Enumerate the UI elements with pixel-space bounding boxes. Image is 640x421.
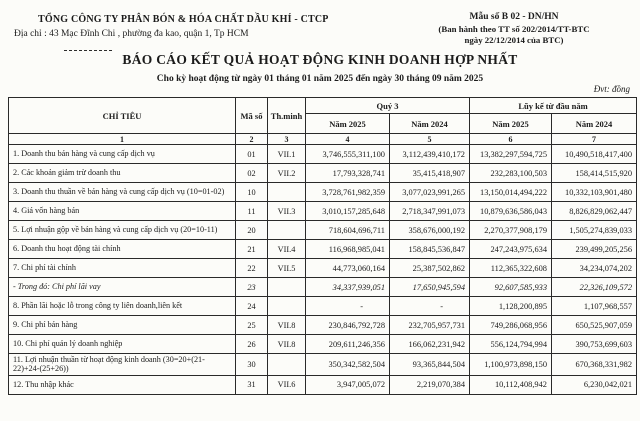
table-row [9, 145, 637, 164]
q3-2024-cell: 232,705,957,731 [390, 316, 470, 335]
company-address: Địa chỉ : 43 Mạc Đĩnh Chi , phường đa kao, quận 1, Tp HCM [14, 29, 249, 39]
column-number: 4 [306, 134, 390, 145]
note-cell: VII.6 [268, 375, 306, 394]
criteria-cell: 2. Các khoản giảm trừ doanh thu [9, 164, 236, 183]
criteria-cell: 5. Lợi nhuận gộp về bán hàng và cung cấp dịch vụ (20=10-11) [9, 221, 236, 240]
q3-2024-cell: 93,365,844,504 [390, 354, 470, 376]
code-cell: 22 [236, 259, 268, 278]
note-cell [268, 297, 306, 316]
form-info-block [396, 12, 632, 46]
note-cell [268, 278, 306, 297]
ytd-2024-cell: 34,234,074,202 [552, 259, 637, 278]
code-cell: 20 [236, 221, 268, 240]
ytd-2024-cell: 650,525,907,059 [552, 316, 637, 335]
report-title: BÁO CÁO KẾT QUẢ HOẠT ĐỘNG KINH DOANH HỢP NHẤT [122, 52, 518, 67]
criteria-cell: 6. Doanh thu hoạt động tài chính [9, 240, 236, 259]
header-divider [64, 50, 112, 51]
code-cell: 10 [236, 183, 268, 202]
code-cell: 25 [236, 316, 268, 335]
criteria-cell: 9. Chi phí bán hàng [9, 316, 236, 335]
ytd-2024-cell: 1,505,274,839,033 [552, 221, 637, 240]
income-statement-table [8, 97, 637, 395]
currency-unit: Đvt: đồng [593, 84, 630, 94]
q3-2025-cell: 3,728,761,982,359 [306, 183, 390, 202]
ytd-2025-cell: 556,124,794,994 [470, 335, 552, 354]
criteria-cell: 12. Thu nhập khác [9, 375, 236, 394]
table-row [9, 259, 637, 278]
q3-2025-cell: 350,342,582,504 [306, 354, 390, 376]
ytd-2025-cell: 112,365,322,608 [470, 259, 552, 278]
ytd-2024-cell: 239,499,205,256 [552, 240, 637, 259]
table-row [9, 240, 637, 259]
note-cell: VII.8 [268, 335, 306, 354]
ytd-2024-cell: 10,332,103,901,480 [552, 183, 637, 202]
table-row [9, 202, 637, 221]
code-cell: 11 [236, 202, 268, 221]
q3-2024-cell: 166,062,231,942 [390, 335, 470, 354]
code-cell: 02 [236, 164, 268, 183]
column-number: 7 [552, 134, 637, 145]
column-number: 1 [9, 134, 236, 145]
criteria-cell: 7. Chi phí tài chính [9, 259, 236, 278]
q3-2024-cell: 3,112,439,410,172 [390, 145, 470, 164]
ytd-2024-cell: 10,490,518,417,400 [552, 145, 637, 164]
q3-2025-cell: 718,604,696,711 [306, 221, 390, 240]
ytd-2025-cell: 247,243,975,634 [470, 240, 552, 259]
column-number: 3 [268, 134, 306, 145]
ytd-2025-cell: 92,607,585,933 [470, 278, 552, 297]
q3-2025-cell: 116,968,985,041 [306, 240, 390, 259]
ytd-2025-cell: 749,286,068,956 [470, 316, 552, 335]
table-row [9, 316, 637, 335]
ytd-2024-cell: 8,826,829,062,447 [552, 202, 637, 221]
q3-2025-cell: 230,846,792,728 [306, 316, 390, 335]
ytd-2024-cell: 158,414,515,920 [552, 164, 637, 183]
form-number: Mẫu số B 02 - DN/HN [469, 12, 559, 22]
company-name: TỔNG CÔNG TY PHÂN BÓN & HÓA CHẤT DẦU KHÍ - CTCP [38, 14, 329, 25]
code-cell: 21 [236, 240, 268, 259]
code-cell: 26 [236, 335, 268, 354]
table-row [9, 335, 637, 354]
code-cell: 30 [236, 354, 268, 376]
q3-2025-cell: 17,793,328,741 [306, 164, 390, 183]
header-group-row [9, 98, 637, 114]
q3-2025-cell: 209,611,246,356 [306, 335, 390, 354]
q3-2025-header: Năm 2025 [306, 114, 390, 134]
q3-2025-cell: - [306, 297, 390, 316]
note-cell: VII.3 [268, 202, 306, 221]
note-cell: VII.5 [268, 259, 306, 278]
table-row [9, 278, 637, 297]
ytd-2024-header: Năm 2024 [552, 114, 637, 134]
note-cell: VII.4 [268, 240, 306, 259]
q3-2025-cell: 3,746,555,311,100 [306, 145, 390, 164]
table-row [9, 297, 637, 316]
code-header: Mã số [236, 98, 268, 134]
criteria-cell: 1. Doanh thu bán hàng và cung cấp dịch vụ [9, 145, 236, 164]
criteria-cell: 8. Phần lãi hoặc lỗ trong công ty liên doanh,liên kết [9, 297, 236, 316]
column-number-row [9, 134, 637, 145]
ytd-2025-cell: 10,879,636,586,043 [470, 202, 552, 221]
table-row [9, 183, 637, 202]
table-row [9, 221, 637, 240]
criteria-cell: 3. Doanh thu thuần về bán hàng và cung cấp dịch vụ (10=01-02) [9, 183, 236, 202]
note-header: Th.minh [268, 98, 306, 134]
criteria-cell: 11. Lợi nhuận thuần từ hoạt động kinh doanh (30=20+(21-22)+24-(25+26)) [9, 354, 236, 376]
criteria-cell: - Trong đó: Chi phí lãi vay [9, 278, 236, 297]
ytd-2025-cell: 10,112,408,942 [470, 375, 552, 394]
form-issuance-line2: ngày 22/12/2014 của BTC) [464, 34, 564, 45]
table-row [9, 164, 637, 183]
ytd-2024-cell: 6,230,042,021 [552, 375, 637, 394]
q3-2024-cell: 158,845,536,847 [390, 240, 470, 259]
table-row [9, 375, 637, 394]
note-cell: VII.2 [268, 164, 306, 183]
ytd-2024-cell: 670,368,331,982 [552, 354, 637, 376]
report-period: Cho kỳ hoạt động từ ngày 01 tháng 01 năm 2025 đến ngày 30 tháng 09 năm 2025 [156, 74, 484, 84]
ytd-2025-cell: 2,270,377,908,179 [470, 221, 552, 240]
ytd-2025-cell: 232,283,100,503 [470, 164, 552, 183]
q3-2024-cell: 3,077,023,991,265 [390, 183, 470, 202]
q3-2024-cell: 358,676,000,192 [390, 221, 470, 240]
column-number: 2 [236, 134, 268, 145]
code-cell: 24 [236, 297, 268, 316]
ytd-2025-cell: 1,128,200,895 [470, 297, 552, 316]
code-cell: 31 [236, 375, 268, 394]
note-cell [268, 354, 306, 376]
ytd-2024-cell: 390,753,699,603 [552, 335, 637, 354]
ytd-2025-cell: 1,100,973,898,150 [470, 354, 552, 376]
column-number: 6 [470, 134, 552, 145]
q3-2024-cell: 2,718,347,991,073 [390, 202, 470, 221]
q3-2025-cell: 3,010,157,285,648 [306, 202, 390, 221]
q3-2024-cell: 2,219,070,384 [390, 375, 470, 394]
ytd-2024-cell: 1,107,968,557 [552, 297, 637, 316]
q3-2025-cell: 34,337,939,051 [306, 278, 390, 297]
ytd-group-header: Lũy kế từ đầu năm [470, 98, 637, 114]
q3-2024-cell: 17,650,945,594 [390, 278, 470, 297]
q3-2025-cell: 44,773,060,164 [306, 259, 390, 278]
note-cell [268, 183, 306, 202]
form-issuance-line1: (Ban hành theo TT số 202/2014/TT-BTC [438, 23, 590, 34]
q3-2025-cell: 3,947,005,072 [306, 375, 390, 394]
note-cell [268, 221, 306, 240]
criteria-cell: 10. Chi phí quản lý doanh nghiệp [9, 335, 236, 354]
ytd-2024-cell: 22,326,109,572 [552, 278, 637, 297]
table-row [9, 354, 637, 376]
criteria-header: CHỈ TIÊU [9, 98, 236, 134]
q3-2024-cell: - [390, 297, 470, 316]
column-number: 5 [390, 134, 470, 145]
q3-2024-cell: 35,415,418,907 [390, 164, 470, 183]
ytd-2025-header: Năm 2025 [470, 114, 552, 134]
ytd-2025-cell: 13,382,297,594,725 [470, 145, 552, 164]
q3-group-header: Quý 3 [306, 98, 470, 114]
note-cell: VII.1 [268, 145, 306, 164]
q3-2024-header: Năm 2024 [390, 114, 470, 134]
code-cell: 01 [236, 145, 268, 164]
note-cell: VII.8 [268, 316, 306, 335]
ytd-2025-cell: 13,150,014,494,222 [470, 183, 552, 202]
q3-2024-cell: 25,387,502,862 [390, 259, 470, 278]
criteria-cell: 4. Giá vốn hàng bán [9, 202, 236, 221]
code-cell: 23 [236, 278, 268, 297]
